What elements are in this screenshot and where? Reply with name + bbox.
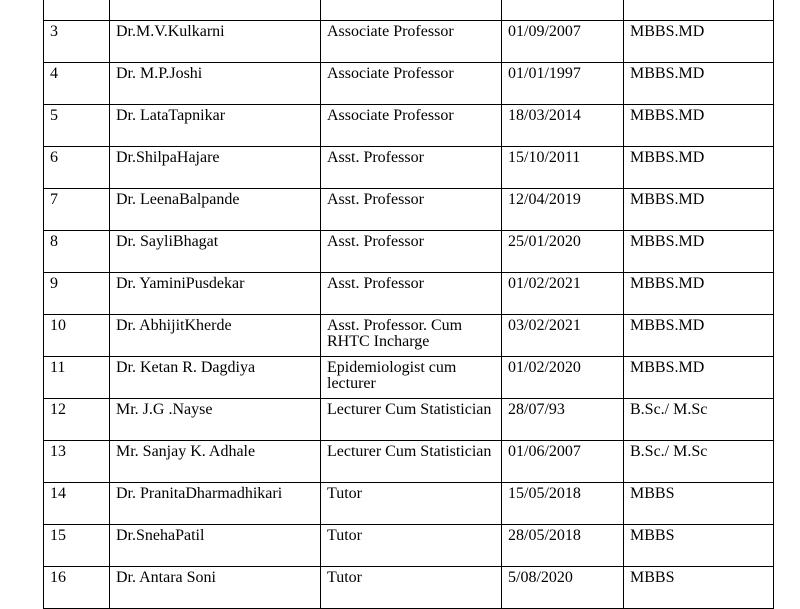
designation-cell: Epidemiologist cum lecturer bbox=[321, 357, 502, 399]
date-cell: 12/04/2019 bbox=[502, 189, 624, 231]
name-cell: Dr. LataTapnikar bbox=[110, 105, 321, 147]
qualification-cell: MBBS.MD bbox=[624, 357, 774, 399]
table-row bbox=[44, 63, 774, 105]
qualification-cell: B.Sc./ M.Sc bbox=[624, 399, 774, 441]
name-cell: Dr. PranitaDharmadhikari bbox=[110, 483, 321, 525]
name-cell: Mr. Sanjay K. Adhale bbox=[110, 441, 321, 483]
qualification-cell: MBBS bbox=[624, 483, 774, 525]
name-cell: Mr. J.G .Nayse bbox=[110, 399, 321, 441]
serial-number-cell: 15 bbox=[44, 525, 110, 567]
designation-cell: Lecturer Cum Statistician bbox=[321, 399, 502, 441]
table-row bbox=[44, 105, 774, 147]
table-row-partial bbox=[44, 0, 774, 21]
serial-number-cell: 12 bbox=[44, 399, 110, 441]
designation-cell: Asst. Professor bbox=[321, 231, 502, 273]
serial-number-cell: 7 bbox=[44, 189, 110, 231]
date-cell: 15/10/2011 bbox=[502, 147, 624, 189]
table-row bbox=[44, 441, 774, 483]
designation-cell: Tutor bbox=[321, 483, 502, 525]
date-cell: 25/01/2020 bbox=[502, 231, 624, 273]
table-row bbox=[44, 525, 774, 567]
designation-cell: Asst. Professor. Cum RHTC Incharge bbox=[321, 315, 502, 357]
date-cell: 01/06/2007 bbox=[502, 441, 624, 483]
qualification-cell: MBBS.MD bbox=[624, 231, 774, 273]
name-cell: Dr. Antara Soni bbox=[110, 567, 321, 609]
qualification-cell: MBBS.MD bbox=[624, 189, 774, 231]
name-cell: Dr.ShilpaHajare bbox=[110, 147, 321, 189]
date-cell: 01/01/1997 bbox=[502, 63, 624, 105]
qualification-cell: MBBS.MD bbox=[624, 147, 774, 189]
name-cell: Dr. LeenaBalpande bbox=[110, 189, 321, 231]
table-row bbox=[44, 567, 774, 609]
qualification-cell: MBBS.MD bbox=[624, 105, 774, 147]
table-row bbox=[44, 147, 774, 189]
qualification-cell: MBBS bbox=[624, 567, 774, 609]
designation-cell: Tutor bbox=[321, 567, 502, 609]
designation-cell: Asst. Professor bbox=[321, 147, 502, 189]
qualification-cell: MBBS.MD bbox=[624, 21, 774, 63]
serial-number-cell: 16 bbox=[44, 567, 110, 609]
date-cell: 28/07/93 bbox=[502, 399, 624, 441]
serial-number-cell: 10 bbox=[44, 315, 110, 357]
designation-cell: Tutor bbox=[321, 525, 502, 567]
designation-cell: Associate Professor bbox=[321, 63, 502, 105]
table-row bbox=[44, 483, 774, 525]
qualification-cell: MBBS.MD bbox=[624, 63, 774, 105]
date-cell: 01/02/2021 bbox=[502, 273, 624, 315]
table-row bbox=[44, 273, 774, 315]
designation-cell: Lecturer Cum Statistician bbox=[321, 441, 502, 483]
table-row bbox=[44, 315, 774, 357]
table-row bbox=[44, 399, 774, 441]
serial-number-cell: 5 bbox=[44, 105, 110, 147]
faculty-table-body bbox=[44, 0, 774, 609]
designation-cell: Asst. Professor bbox=[321, 189, 502, 231]
date-cell: 18/03/2014 bbox=[502, 105, 624, 147]
date-cell: 01/02/2020 bbox=[502, 357, 624, 399]
date-cell: 5/08/2020 bbox=[502, 567, 624, 609]
designation-cell: Associate Professor bbox=[321, 105, 502, 147]
date-cell: 28/05/2018 bbox=[502, 525, 624, 567]
serial-number-cell: 11 bbox=[44, 357, 110, 399]
serial-number-cell: 4 bbox=[44, 63, 110, 105]
qualification-cell: MBBS.MD bbox=[624, 273, 774, 315]
serial-number-cell: 6 bbox=[44, 147, 110, 189]
name-cell: Dr. SayliBhagat bbox=[110, 231, 321, 273]
serial-number-cell: 9 bbox=[44, 273, 110, 315]
serial-number-cell: 3 bbox=[44, 21, 110, 63]
date-cell: 03/02/2021 bbox=[502, 315, 624, 357]
name-cell: Dr. Ketan R. Dagdiya bbox=[110, 357, 321, 399]
qualification-cell: B.Sc./ M.Sc bbox=[624, 441, 774, 483]
date-cell: 15/05/2018 bbox=[502, 483, 624, 525]
name-cell: Dr. AbhijitKherde bbox=[110, 315, 321, 357]
name-cell: Dr. M.P.Joshi bbox=[110, 63, 321, 105]
designation-cell: Asst. Professor bbox=[321, 273, 502, 315]
name-cell: Dr. YaminiPusdekar bbox=[110, 273, 321, 315]
table-row bbox=[44, 357, 774, 399]
qualification-cell: MBBS bbox=[624, 525, 774, 567]
serial-number-cell: 14 bbox=[44, 483, 110, 525]
designation-cell: Associate Professor bbox=[321, 21, 502, 63]
table-row bbox=[44, 231, 774, 273]
faculty-table bbox=[43, 0, 774, 609]
name-cell: Dr.SnehaPatil bbox=[110, 525, 321, 567]
serial-number-cell: 13 bbox=[44, 441, 110, 483]
table-row bbox=[44, 21, 774, 63]
date-cell: 01/09/2007 bbox=[502, 21, 624, 63]
serial-number-cell: 8 bbox=[44, 231, 110, 273]
qualification-cell: MBBS.MD bbox=[624, 315, 774, 357]
table-row bbox=[44, 189, 774, 231]
name-cell: Dr.M.V.Kulkarni bbox=[110, 21, 321, 63]
